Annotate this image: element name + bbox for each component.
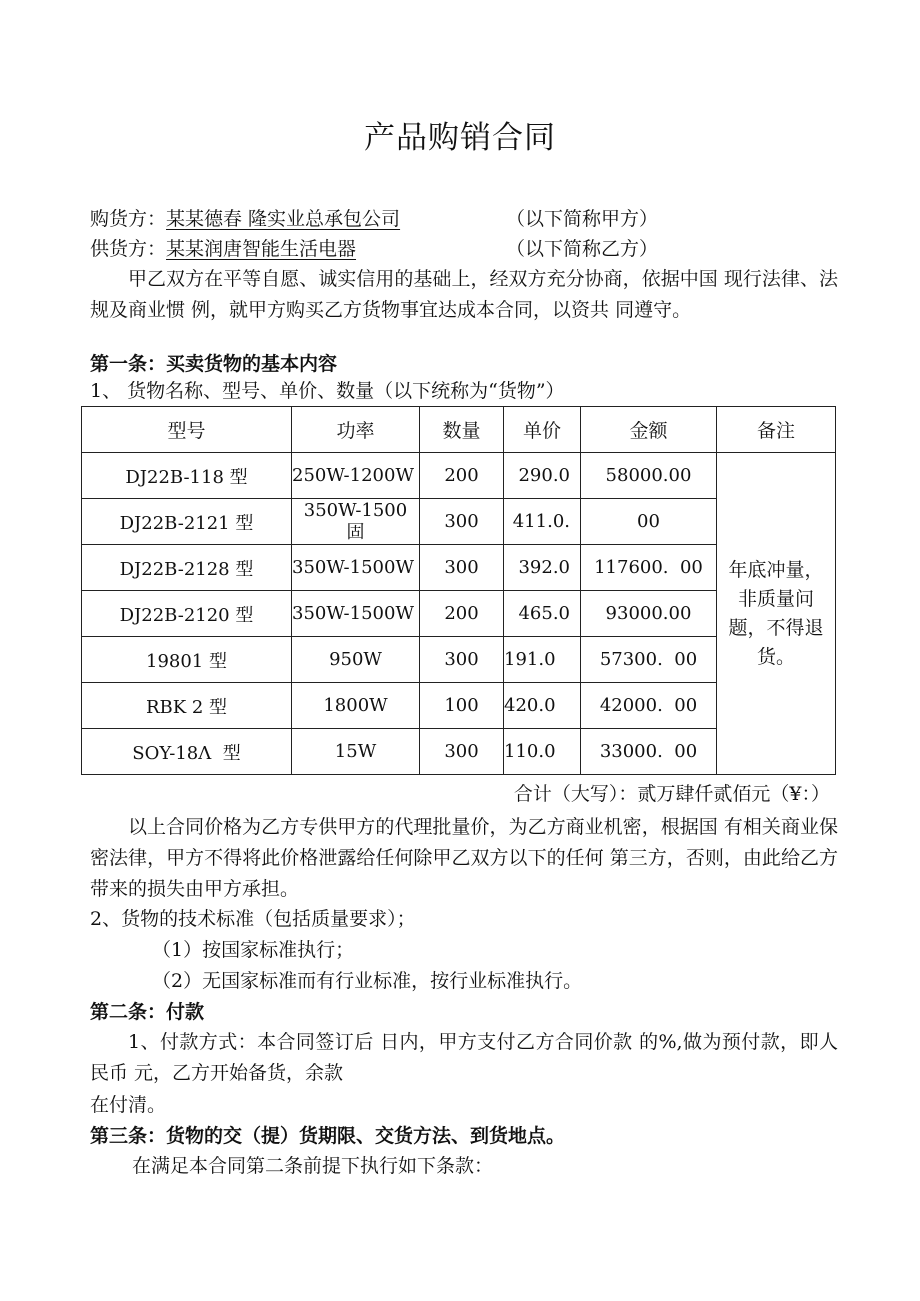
- intro-paragraph: 甲乙双方在平等自愿、诚实信用的基础上，经双方充分协商，依据中国 现行法律、法规及商业惯 例，就甲方购买乙方货物事宜达成本合同，以资共 同遵守。: [90, 268, 838, 321]
- amount-cell: 58000.00: [581, 453, 717, 499]
- header-cell: 金额: [581, 407, 717, 453]
- seller-line: [90, 236, 356, 263]
- power-cell: 350W-1500W: [292, 591, 420, 637]
- model-cell: 19801 型: [82, 637, 292, 683]
- model-cell: DJ22B-118 型: [82, 453, 292, 499]
- price-cell: 191.0: [504, 637, 581, 683]
- seller-name: 某某润唐智能生活电器: [166, 238, 357, 260]
- goods-table: [81, 406, 836, 775]
- quantity-cell: 200: [420, 591, 504, 637]
- header-cell: 单价: [504, 407, 581, 453]
- power-cell: 1800W: [292, 683, 420, 729]
- header-cell: 备注: [717, 407, 836, 453]
- price-cell: 465.0: [504, 591, 581, 637]
- article2-heading: 第二条：付款: [90, 1001, 205, 1023]
- buyer-line: [90, 206, 400, 233]
- model-cell: DJ22B-2121 型: [82, 499, 292, 545]
- quantity-cell: 300: [420, 729, 504, 775]
- seller-label: 供货方：: [90, 238, 167, 260]
- page-title: 产品购销合同: [364, 120, 556, 156]
- power-cell: 15W: [292, 729, 420, 775]
- payment-line2: 在付清。: [90, 1094, 167, 1116]
- model-cell: DJ22B-2120 型: [82, 591, 292, 637]
- article1-item2-2: （2）无国家标准而有行业标准，按行业标准执行。: [152, 970, 583, 992]
- confidentiality-paragraph: 以上合同价格为乙方专供甲方的代理批量价，为乙方商业机密，根据国 有相关商业保密法律，甲方不得将此价格泄露给任何除甲乙双方以下的任何 第三方，否则，由此给乙方带来的损失由甲方承担。: [90, 816, 838, 900]
- buyer-label: 购货方：: [90, 208, 167, 230]
- article3-heading: 第三条：货物的交（提）货期限、交货方法、到货地点。: [90, 1125, 566, 1147]
- model-cell: DJ22B-2128 型: [82, 545, 292, 591]
- seller-note: （以下简称乙方）: [506, 238, 659, 260]
- article1-heading: 第一条：买卖货物的基本内容: [90, 353, 338, 375]
- total-amount: 合计（大写）：贰万肆仟贰佰元（¥：）: [513, 783, 830, 805]
- model-cell: RBK 2 型: [82, 683, 292, 729]
- power-cell: 950W: [292, 637, 420, 683]
- article1-item2-1: （1）按国家标准执行；: [152, 939, 355, 961]
- header-cell: 型号: [82, 407, 292, 453]
- price-cell: 392.0: [504, 545, 581, 591]
- buyer-name: 某某德春 隆实业总承包公司: [166, 208, 401, 230]
- article3-text: 在满足本合同第二条前提下执行如下条款：: [132, 1155, 494, 1177]
- power-cell: 250W-1200W: [292, 453, 420, 499]
- header-cell: 数量: [420, 407, 504, 453]
- quantity-cell: 300: [420, 637, 504, 683]
- price-cell: 411.0.: [504, 499, 581, 545]
- amount-cell: 93000.00: [581, 591, 717, 637]
- quantity-cell: 300: [420, 499, 504, 545]
- price-cell: 110.0: [504, 729, 581, 775]
- amount-cell: 00: [581, 499, 717, 545]
- price-cell: 420.0: [504, 683, 581, 729]
- table-header-row: [82, 407, 836, 453]
- header-cell: 功率: [292, 407, 420, 453]
- remark-cell: 年底冲量，非质量问题，不得退货。: [717, 453, 836, 775]
- power-cell: 350W-1500W: [292, 545, 420, 591]
- quantity-cell: 300: [420, 545, 504, 591]
- quantity-cell: 100: [420, 683, 504, 729]
- amount-cell: 33000. 00: [581, 729, 717, 775]
- amount-cell: 57300. 00: [581, 637, 717, 683]
- article1-item1: 1、 货物名称、型号、单价、数量（以下统称为“货物”）: [90, 380, 565, 402]
- buyer-note: （以下简称甲方）: [506, 208, 659, 230]
- table-row: [82, 453, 836, 499]
- quantity-cell: 200: [420, 453, 504, 499]
- amount-cell: 117600. 00: [581, 545, 717, 591]
- model-cell: SOY-18Λ 型: [82, 729, 292, 775]
- article1-item2: 2、货物的技术标准（包括质量要求）；: [90, 908, 416, 930]
- price-cell: 290.0: [504, 453, 581, 499]
- power-cell: 350W-1500 固: [292, 499, 420, 545]
- payment-paragraph: 1、付款方式：本合同签订后 日内，甲方支付乙方合同价款 的%,做为预付款，即人民币 元，乙方开始备货，余款: [90, 1031, 838, 1084]
- amount-cell: 42000. 00: [581, 683, 717, 729]
